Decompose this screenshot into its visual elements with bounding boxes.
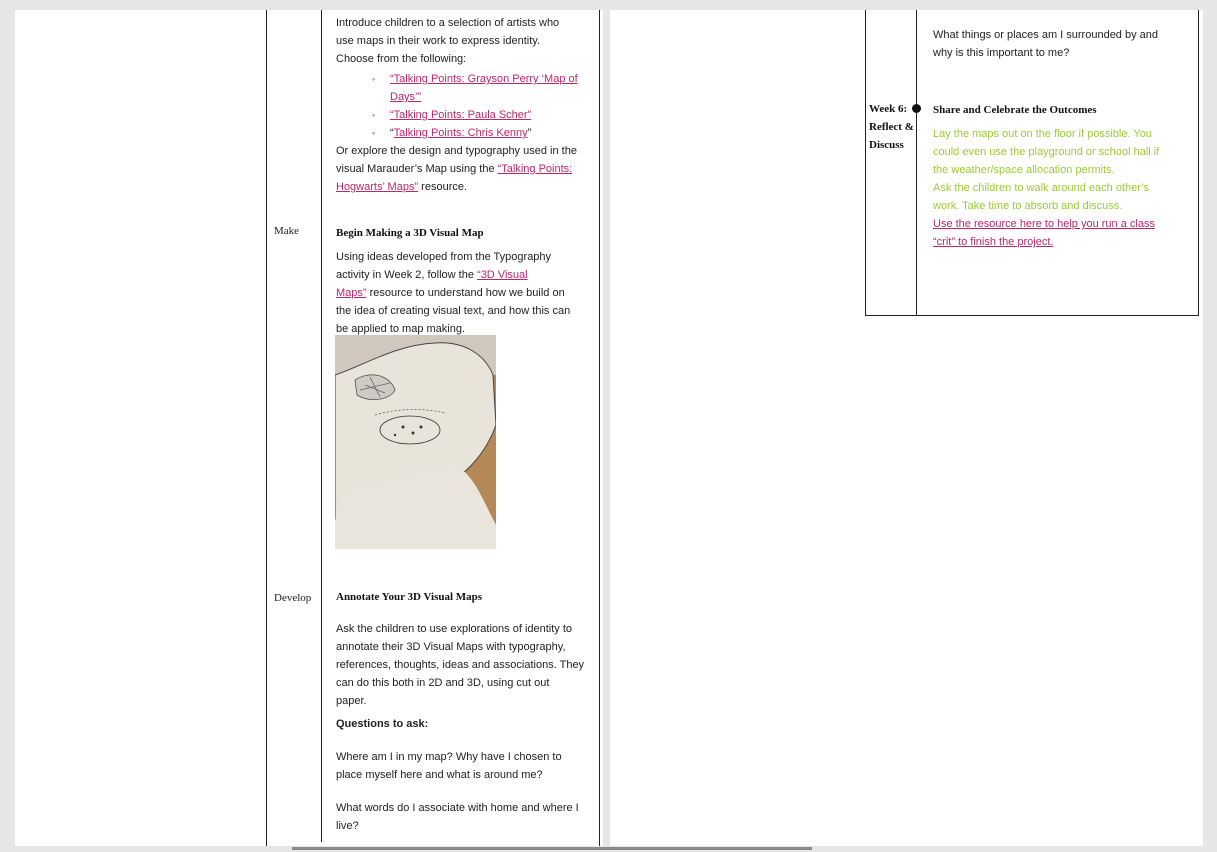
bullet-icon: ◦ bbox=[372, 128, 376, 138]
paula-scher-link[interactable]: “Talking Points: Paula Scher” bbox=[390, 109, 532, 121]
explore-line: Or explore the design and typography used in the bbox=[336, 145, 577, 157]
3d-map-photo bbox=[335, 335, 496, 549]
table-border-right bbox=[599, 10, 600, 846]
question-line: place myself here and what is around me? bbox=[336, 769, 543, 781]
horizontal-scrollbar[interactable] bbox=[292, 847, 812, 850]
develop-line: Ask the children to use explorations of identity to bbox=[336, 623, 573, 635]
intro-line: Choose from the following: bbox=[336, 53, 467, 65]
artist-list bbox=[336, 70, 598, 142]
list-item bbox=[336, 124, 598, 142]
crit-resource-link[interactable]: Use the resource here to help you run a class bbox=[933, 218, 1155, 230]
stage-label-develop: Develop bbox=[274, 592, 312, 604]
document-page-left bbox=[15, 10, 603, 846]
develop-line: annotate their 3D Visual Maps with typography, bbox=[336, 641, 566, 653]
question-line: What things or places am I surrounded by and bbox=[933, 29, 1159, 41]
table-border-left bbox=[266, 10, 267, 846]
make-heading: Begin Making a 3D Visual Map bbox=[336, 227, 484, 239]
instruction-line: could even use the playground or school hall if bbox=[933, 146, 1160, 158]
3d-visual-maps-link-cont[interactable]: Maps” bbox=[336, 287, 367, 299]
document-page-right bbox=[610, 10, 1203, 846]
make-line: be applied to map making. bbox=[336, 323, 466, 335]
develop-heading: Annotate Your 3D Visual Maps bbox=[336, 591, 483, 603]
week-label-line: Discuss bbox=[869, 139, 904, 151]
develop-line: paper. bbox=[336, 695, 367, 707]
chris-kenny-link[interactable]: Talking Points: Chris Kenny bbox=[393, 127, 528, 139]
make-line: Maps” resource to understand how we build on bbox=[336, 287, 565, 299]
intro-line: use maps in their work to express identity. bbox=[336, 35, 540, 47]
quote-open: “ bbox=[390, 127, 394, 139]
week-label bbox=[869, 100, 914, 154]
week-label-line: Reflect & bbox=[869, 121, 914, 133]
bullet-icon: ◦ bbox=[372, 74, 376, 84]
table-column-divider bbox=[916, 10, 917, 315]
reflection-question bbox=[933, 26, 1195, 62]
make-line: Using ideas developed from the Typography bbox=[336, 251, 552, 263]
intro-line: Introduce children to a selection of artists who bbox=[336, 17, 560, 29]
question-line: live? bbox=[336, 820, 359, 832]
instruction-line: the weather/space allocation permits. bbox=[933, 164, 1115, 176]
share-section bbox=[933, 125, 1195, 251]
week6-table bbox=[865, 10, 1199, 316]
hogwarts-maps-link[interactable]: “Talking Points: bbox=[497, 163, 573, 175]
bullet-icon: ◦ bbox=[372, 110, 376, 120]
question-line: Where am I in my map? Why have I chosen to bbox=[336, 751, 562, 763]
list-item bbox=[336, 70, 598, 106]
make-line: activity in Week 2, follow the “3D Visual bbox=[336, 269, 528, 281]
instruction-line: Lay the maps out on the floor if possible. You bbox=[933, 128, 1152, 140]
explore-line: visual Marauder’s Map using the “Talking Points: bbox=[336, 163, 573, 175]
explore-line: Hogwarts’ Maps” resource. bbox=[336, 181, 468, 193]
questions-heading: Questions to ask: bbox=[336, 718, 429, 730]
3d-visual-maps-link[interactable]: “3D Visual bbox=[477, 269, 528, 281]
make-section bbox=[336, 248, 598, 338]
quote-close: ” bbox=[527, 127, 532, 139]
week-label-line: Week 6: bbox=[869, 103, 908, 115]
develop-section bbox=[336, 620, 598, 835]
intro-section bbox=[336, 14, 598, 196]
crit-resource-link-cont[interactable]: “crit” to finish the project. bbox=[933, 236, 1054, 248]
make-line: the idea of creating visual text, and how this can bbox=[336, 305, 571, 317]
hogwarts-maps-link-cont[interactable]: Hogwarts’ Maps” bbox=[336, 181, 419, 193]
stage-label-make: Make bbox=[274, 225, 300, 237]
develop-line: can do this both in 2D and 3D, using cut out bbox=[336, 677, 550, 689]
grayson-perry-link[interactable]: “Talking Points: Grayson Perry ‘Map of Days’” bbox=[390, 73, 578, 103]
question-line: why is this important to me? bbox=[933, 47, 1070, 59]
question-line: What words do I associate with home and where I bbox=[336, 802, 579, 814]
develop-line: references, thoughts, ideas and associations. They bbox=[336, 659, 585, 671]
list-item bbox=[336, 106, 598, 124]
share-heading: Share and Celebrate the Outcomes bbox=[933, 104, 1097, 116]
instruction-line: Ask the children to walk around each other’s bbox=[933, 182, 1150, 194]
instruction-line: work. Take time to absorb and discuss. bbox=[933, 200, 1123, 212]
table-border-middle bbox=[321, 10, 322, 842]
paper-map-illustration bbox=[335, 335, 496, 549]
